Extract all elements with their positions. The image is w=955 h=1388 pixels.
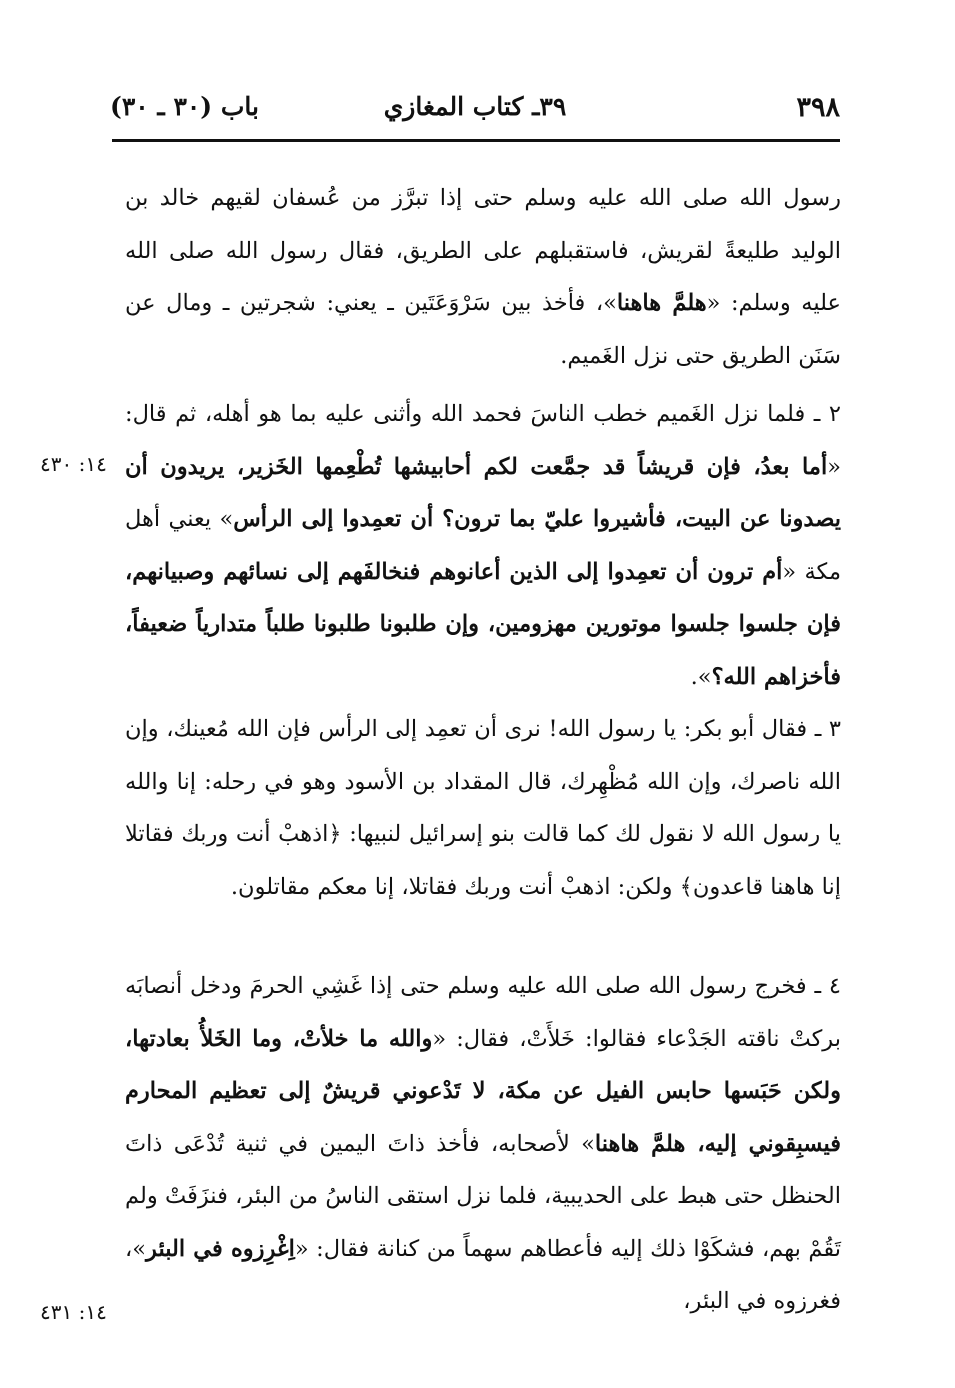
margin-reference: ١٤: ٤٣١	[40, 1300, 107, 1324]
text-segment: »، فغرزوه في البئر،	[125, 1235, 841, 1314]
text-segment: ٤ ـ فخرج رسول الله صلى الله عليه وسلم حتى إذا غَشِي الحرمَ ودخل أنصابَه بركتْ ناقته الجَدْعاء فقالوا: خَلأَتْ، فقال: «	[125, 973, 841, 1052]
text-segment: » يعني أهل مكة «	[125, 506, 841, 585]
text-segment: ٣ ـ فقال أبو بكر: يا رسول الله! نرى أن تعمِد إلى الرأس فإن الله مُعينك، وإن الله ناصرك، وإن الله مُظْهِرك، قال المقداد بن الأسود وهو في رحله: إنا والله يا رسول الله لا نقول لك كما قالت بنو إسرائيل لنبيها: ﴿اذهبْ أنت وربك فقاتلا إنا هاهنا قاعدون﴾ ولكن: اذهبْ أنت وربك فقاتلا، إنا معكم مقاتلون.	[125, 716, 841, 900]
page-number: ٣٩٨	[796, 92, 840, 123]
bold-quote: أما بعدُ، فإن قريشاً قد جمَّعت لكم أحابيشها تُطْعِمها الخَزير، يريدون أن يصدونا عن البيت، فأشيروا عليّ بما ترون؟ أن تعمِدوا إلى الرأس	[125, 453, 841, 532]
header-rule	[112, 139, 840, 142]
margin-reference: ١٤: ٤٣٠	[40, 452, 107, 476]
text-segment: ».	[690, 663, 712, 690]
paragraph-3	[125, 703, 841, 913]
text-segment: »، فأخذ بين سَرْوَعَتَين ـ يعني: شجرتين ـ ومال عن سَنَن الطريق حتى نزل الغَميم.	[125, 290, 841, 369]
bold-quote: اِغْرِزوه في البئر	[146, 1235, 295, 1262]
bold-quote: والله ما خلأتْ، وما الخَلأُ بعادتها، ولكن حَبَسها حابس الفيل عن مكة، لا تَدْعوني قريشٌ إلى تعظيم المحارم فيسبِقوني إليه، هلمَّ هاهنا	[125, 1025, 841, 1157]
text-segment: » لأصحابه، فأخذ ذاتَ اليمين في ثنية تُدْعَى ذاتَ الحنظل حتى هبط على الحديبية، فلما نزل استقى الناسُ من البئر، فنزَفَتْ ولم تَقُمْ بهم، فشكَوْا ذلك إليه فأعطاهم سهماً من كنانة فقال: «	[125, 1130, 841, 1262]
paragraph-1	[125, 172, 841, 382]
paragraph-4	[125, 960, 841, 1328]
paragraph-2	[125, 388, 841, 703]
bold-quote: هلمَّ هاهنا	[616, 290, 707, 316]
bold-quote: أم ترون أن تعمِدوا إلى الذين أعانوهم فنخالفَهم إلى نسائهم وصبيانهم، فإن جلسوا جلسوا موتورين مهزومين، وإن طلبونا طلبونا طلباً متدارياً ضعيفاً، فأخزاهم الله؟	[125, 558, 841, 690]
chapter-label: باب (٣٠ ـ ٣٠)	[110, 92, 259, 121]
book-title: ٣٩ـ كتاب المغازي	[383, 92, 567, 121]
text-segment: ٢ ـ فلما نزل الغَميم خطب الناسَ فحمد الله وأثنى عليه بما هو أهله، ثم قال: «	[125, 401, 841, 480]
text-segment: رسول الله صلى الله عليه وسلم حتى إذا تبرَّز من عُسفان لقيهم خالد بن الوليد طليعةً لقريش، فاستقبلهم على الطريق، فقال رسول الله صلى الله عليه وسلم: «	[125, 185, 841, 316]
running-header	[110, 88, 840, 138]
